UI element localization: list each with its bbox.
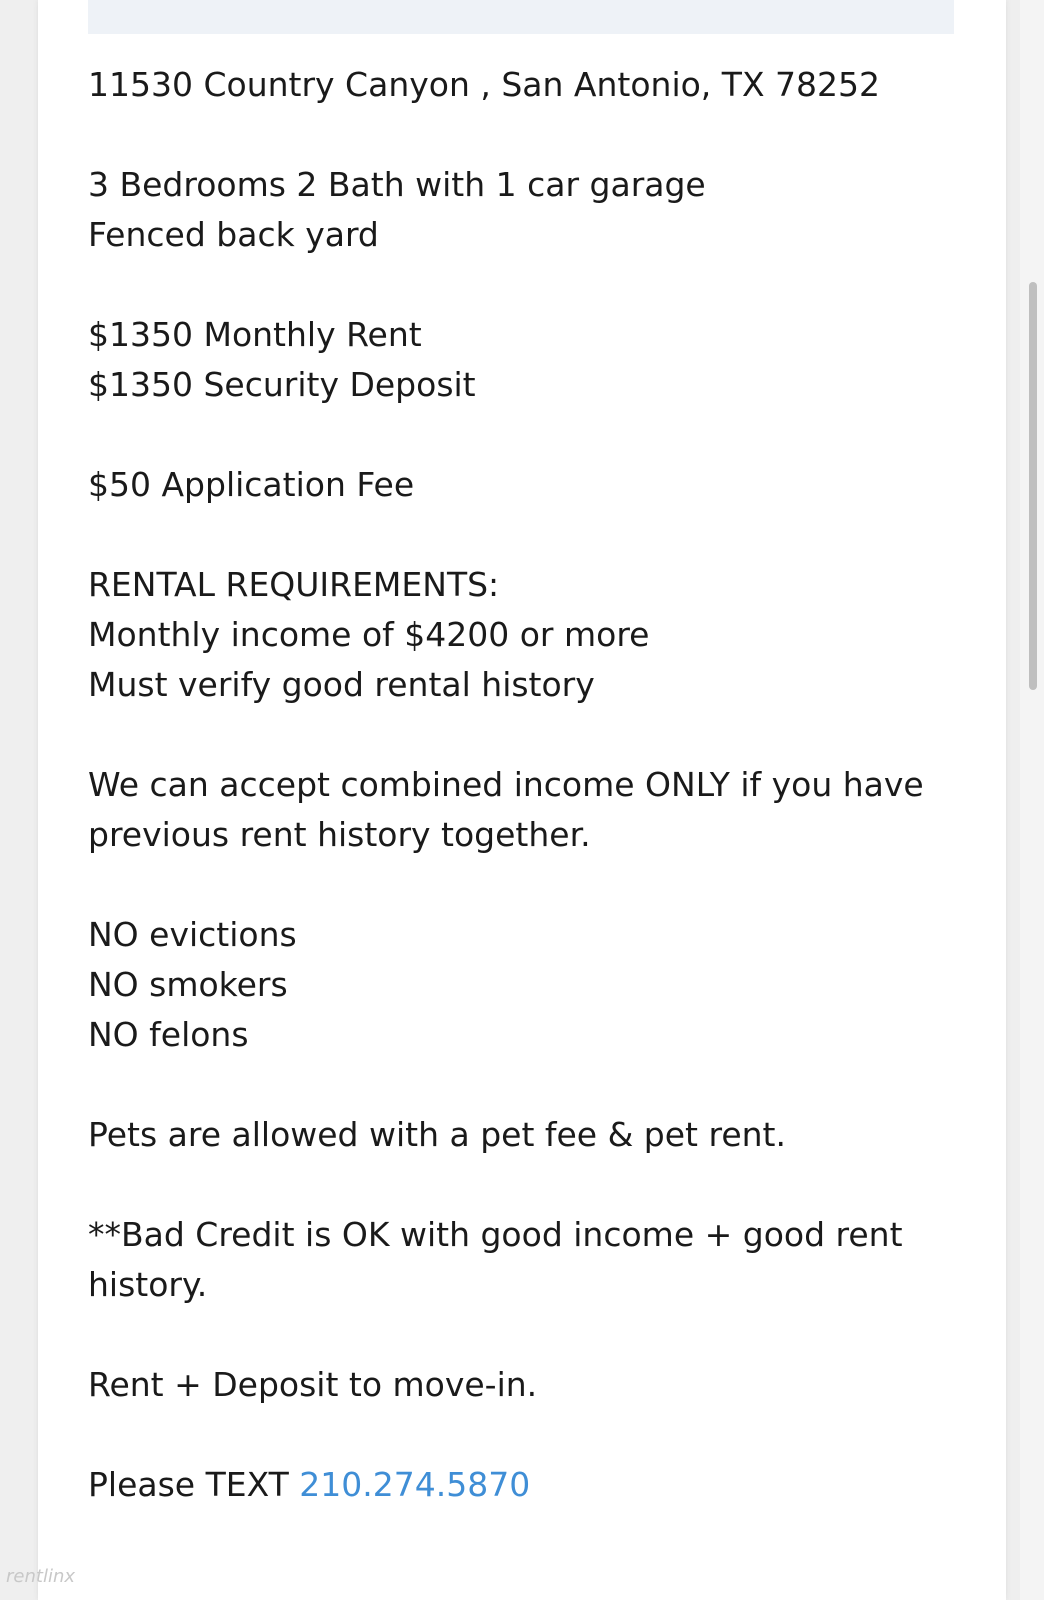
- application-fee-text: $50 Application Fee: [88, 465, 415, 504]
- spacer: [88, 510, 968, 560]
- combined-income-text-2: previous rent history together.: [88, 815, 591, 854]
- income-requirement-text: Monthly income of $4200 or more: [88, 615, 650, 654]
- contact-prefix: Please TEXT: [88, 1465, 300, 1504]
- spacer: [88, 710, 968, 760]
- header-strip: [88, 0, 954, 34]
- spacer: [88, 1060, 968, 1110]
- phone-link[interactable]: 210.274.5870: [299, 1465, 531, 1504]
- deposit-text: $1350 Security Deposit: [88, 365, 476, 404]
- contact-line: [88, 1460, 968, 1510]
- bedrooms-text: 3 Bedrooms 2 Bath with 1 car garage: [88, 165, 706, 204]
- spacer: [88, 1160, 968, 1210]
- requirements-heading: RENTAL REQUIREMENTS:: [88, 565, 500, 604]
- spacer: [88, 260, 968, 310]
- spacer: [88, 860, 968, 910]
- watermark-text: rentlinx: [6, 1566, 76, 1587]
- spacer: [88, 1310, 968, 1360]
- no-smokers-text: NO smokers: [88, 965, 288, 1004]
- listing-card: [38, 0, 1006, 1600]
- credit-policy-text-1: **Bad Credit is OK with good income + good rent: [88, 1215, 903, 1254]
- address-text: 11530 Country Canyon , San Antonio, TX 78252: [88, 65, 881, 104]
- no-felons-text: NO felons: [88, 1015, 249, 1054]
- no-evictions-text: NO evictions: [88, 915, 297, 954]
- scrollbar-thumb[interactable]: [1029, 282, 1037, 690]
- yard-text: Fenced back yard: [88, 215, 379, 254]
- combined-income-text-1: We can accept combined income ONLY if you have: [88, 765, 924, 804]
- history-requirement-text: Must verify good rental history: [88, 665, 595, 704]
- spacer: [88, 1410, 968, 1460]
- pets-policy-text: Pets are allowed with a pet fee & pet rent.: [88, 1115, 786, 1154]
- listing-description: [88, 60, 968, 1510]
- rent-text: $1350 Monthly Rent: [88, 315, 422, 354]
- move-in-text: Rent + Deposit to move-in.: [88, 1365, 538, 1404]
- credit-policy-text-2: history.: [88, 1265, 208, 1304]
- spacer: [88, 110, 968, 160]
- spacer: [88, 410, 968, 460]
- scrollbar-track[interactable]: [1020, 0, 1044, 1600]
